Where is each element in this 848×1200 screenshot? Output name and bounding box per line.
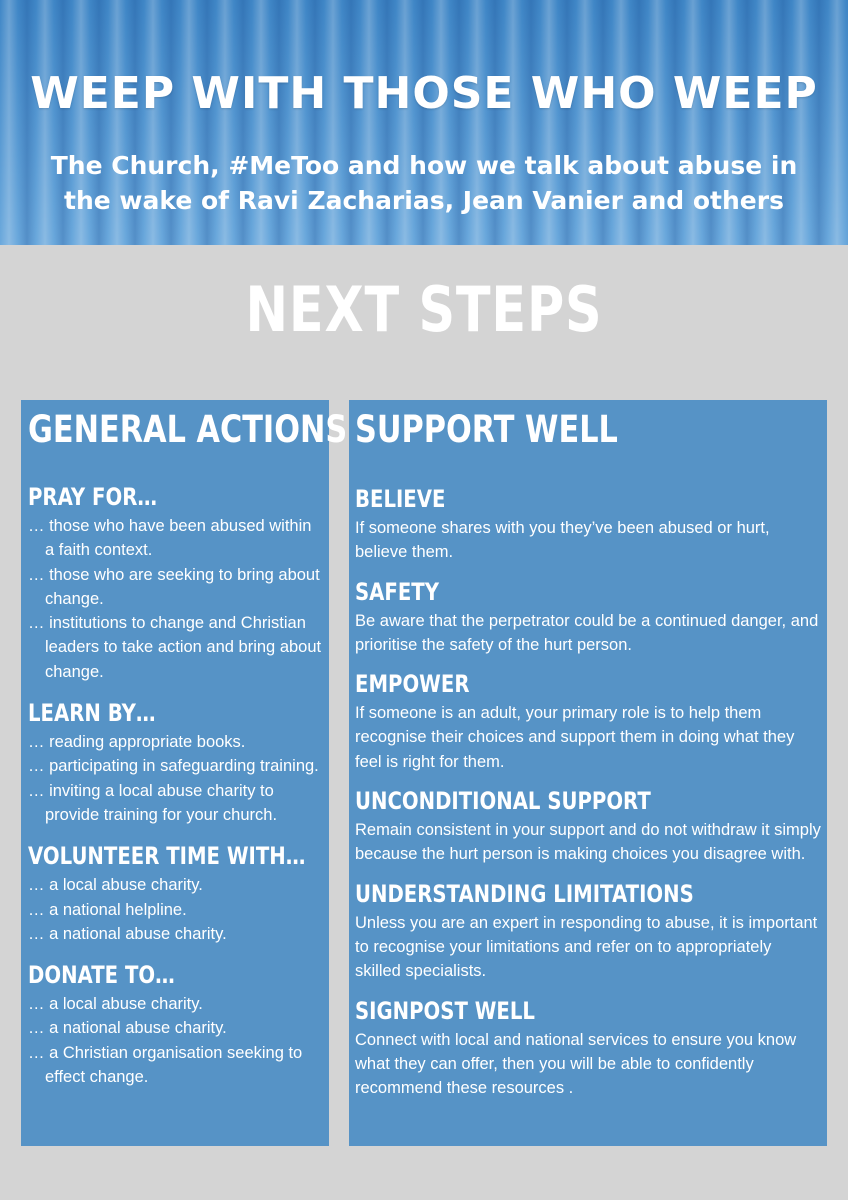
list-item: … a national abuse charity. [28,924,227,943]
page-heading: NEXT STEPS [245,273,603,346]
list-item: … institutions to change and Christian leaders to take action and bring about change. [28,614,322,681]
list-item: … inviting a local abuse charity to provide training for your church. [28,781,278,824]
section-title-unconditional-support: UNCONDITIONAL SUPPORT [355,787,651,816]
list-item: … those who are seeking to bring about change. [28,565,320,608]
section-title-safety: SAFETY [355,577,439,606]
list-item: … those who have been abused within a faith context. [28,517,312,560]
volunteer-list [28,873,323,946]
list-item: … a national abuse charity. [28,1019,227,1038]
general-actions-panel [21,400,348,1146]
support-well-panel [349,400,827,1146]
section-text-believe: If someone shares with you they’ve been abused or hurt, believe them. [355,519,770,562]
section-text-signpost-well: Connect with local and national services to ensure you know what they can offer, then you will be able to confidently recommend these resources . [355,1030,797,1098]
learn-list [28,730,323,827]
banner-subtitle-line-2: the wake of Ravi Zacharias, Jean Vanier and others [64,186,784,215]
list-item: … a Christian organisation seeking to effect change. [28,1043,303,1087]
list-item: … reading appropriate books. [28,733,246,752]
section-title-understanding-limitations: UNDERSTANDING LIMITATIONS [355,879,694,908]
banner-subtitle-line-1: The Church, #MeToo and how we talk about abuse in [50,151,798,180]
list-item: … a local abuse charity. [28,995,203,1014]
section-text-unconditional-support: Remain consistent in your support and do not withdraw it simply because the hurt person is making choices you disagree with. [355,821,821,864]
section-title-empower: EMPOWER [355,670,470,699]
support-well-title: SUPPORT WELL [355,408,618,451]
section-text-understanding-limitations: Unless you are an expert in responding to abuse, it is important to recognise your limitations and refer on to appropriately skilled specialists. [355,913,818,981]
section-title-believe: BELIEVE [355,485,446,513]
banner-title: WEEP WITH THOSE WHO WEEP [30,68,818,119]
section-title-signpost-well: SIGNPOST WELL [355,996,535,1025]
header-banner [0,0,848,245]
section-text-safety: Be aware that the perpetrator could be a continued danger, and prioritise the safety of the hurt person. [355,611,819,654]
donate-list [28,992,323,1089]
list-item: … a local abuse charity. [28,876,203,895]
section-title-donate: DONATE TO… [28,961,175,990]
list-item: … participating in safeguarding training. [28,757,319,776]
section-text-empower: If someone is an adult, your primary role is to help them recognise their choices and support them in doing what they feel is right for them. [355,704,795,771]
section-title-pray: PRAY FOR… [28,483,158,511]
section-title-volunteer: VOLUNTEER TIME WITH… [28,842,306,871]
pray-list [28,514,323,684]
banner-subtitle [0,148,848,218]
general-actions-title: GENERAL ACTIONS [28,408,348,451]
list-item: … a national helpline. [28,900,187,919]
section-title-learn: LEARN BY… [28,699,156,728]
